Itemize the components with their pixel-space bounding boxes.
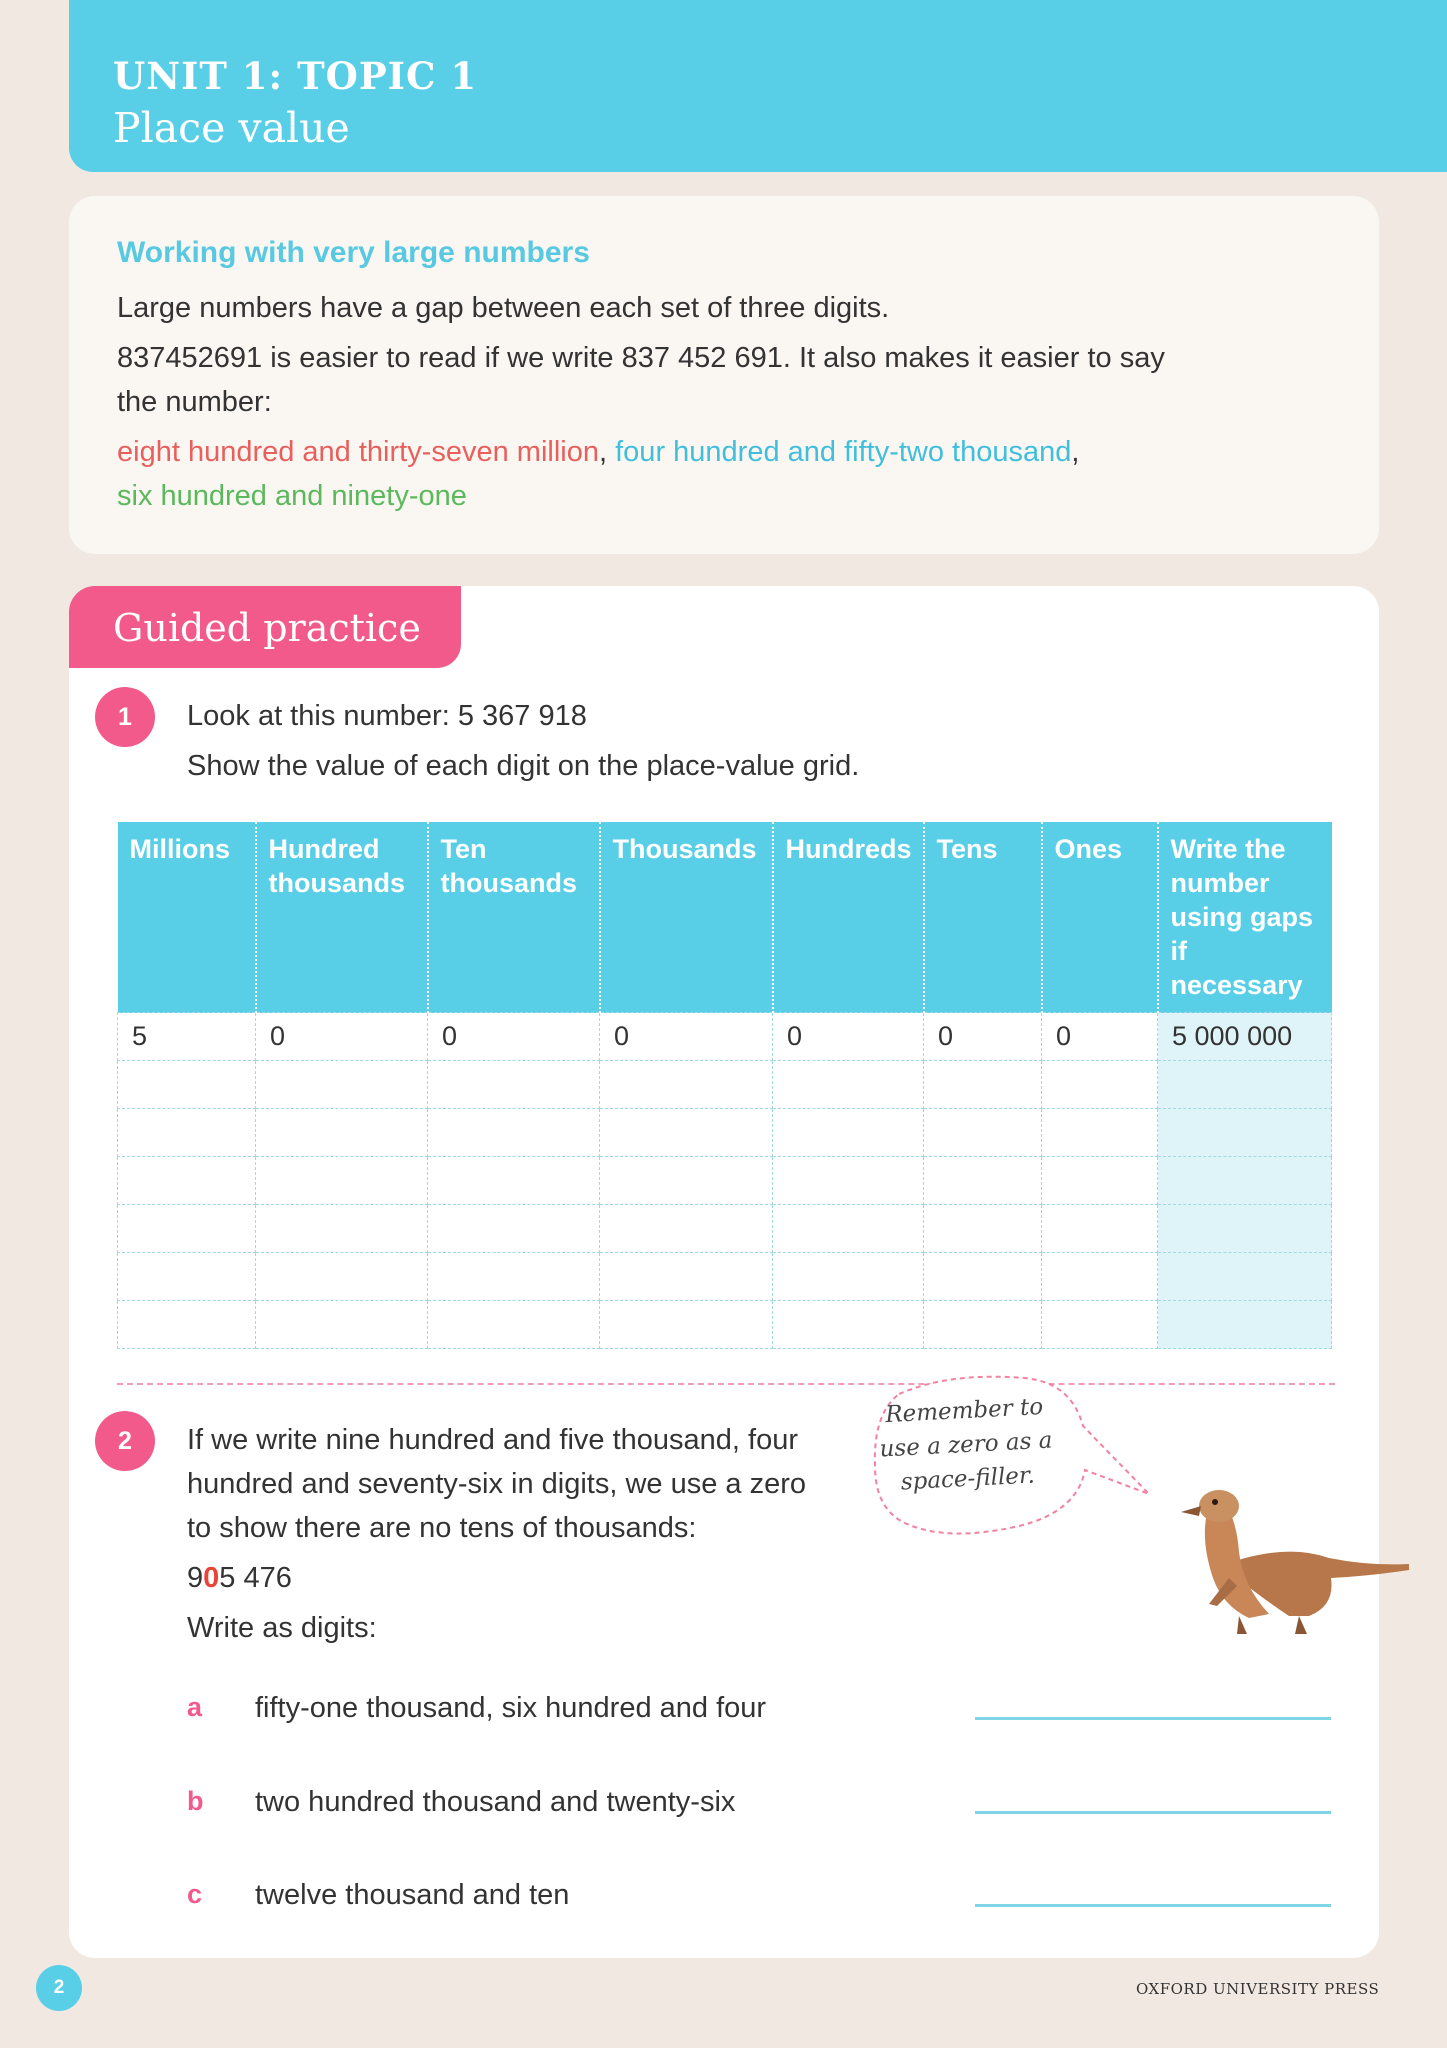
grid-header-cell: Ones bbox=[1042, 822, 1158, 1013]
grid-cell[interactable] bbox=[256, 1205, 428, 1253]
grid-cell[interactable] bbox=[924, 1253, 1042, 1301]
grid-cell[interactable] bbox=[1158, 1253, 1332, 1301]
grid-cell[interactable] bbox=[1158, 1061, 1332, 1109]
question-2-line-1: If we write nine hundred and five thousand, four bbox=[187, 1424, 798, 1456]
grid-cell: 0 bbox=[773, 1013, 924, 1061]
intro-card bbox=[69, 196, 1379, 554]
number-words-line bbox=[117, 430, 1079, 474]
grid-cell[interactable] bbox=[773, 1061, 924, 1109]
question-2-instruction: Write as digits: bbox=[187, 1612, 377, 1644]
grid-cell[interactable] bbox=[1042, 1109, 1158, 1157]
grid-cell[interactable] bbox=[428, 1205, 600, 1253]
grid-header-cell: Hundred thousands bbox=[256, 822, 428, 1013]
grid-cell[interactable] bbox=[924, 1205, 1042, 1253]
grid-cell[interactable] bbox=[600, 1205, 773, 1253]
item-c-answer-line[interactable] bbox=[975, 1904, 1331, 1907]
grid-cell[interactable] bbox=[924, 1301, 1042, 1349]
grid-cell[interactable] bbox=[924, 1157, 1042, 1205]
item-c-letter: c bbox=[187, 1879, 203, 1909]
grid-cell[interactable] bbox=[1158, 1205, 1332, 1253]
unit-header bbox=[69, 0, 1447, 172]
grid-cell[interactable] bbox=[1158, 1157, 1332, 1205]
grid-cell[interactable] bbox=[924, 1109, 1042, 1157]
grid-row bbox=[118, 1061, 1332, 1109]
intro-line-2a: 837452691 is easier to read if we write 837 452 691. It also makes it easier to say bbox=[117, 342, 1165, 374]
space-filler-zero: 0 bbox=[203, 1562, 220, 1594]
example-rest: 5 476 bbox=[219, 1562, 292, 1594]
grid-cell[interactable] bbox=[118, 1253, 256, 1301]
grid-header-cell: Thousands bbox=[600, 822, 773, 1013]
grid-cell[interactable] bbox=[118, 1205, 256, 1253]
item-a-letter: a bbox=[187, 1692, 203, 1722]
grid-cell[interactable] bbox=[1042, 1205, 1158, 1253]
item-a-text: fifty-one thousand, six hundred and four bbox=[255, 1692, 767, 1724]
grid-cell[interactable] bbox=[118, 1109, 256, 1157]
grid-cell[interactable] bbox=[256, 1157, 428, 1205]
bubble-line-1: Remember to bbox=[884, 1393, 1044, 1429]
grid-body bbox=[118, 1013, 1332, 1349]
grid-cell[interactable] bbox=[600, 1253, 773, 1301]
grid-row bbox=[118, 1253, 1332, 1301]
grid-cell[interactable] bbox=[256, 1109, 428, 1157]
bubble-line-2: use a zero as a bbox=[878, 1427, 1054, 1463]
number-words-line-2 bbox=[117, 474, 467, 518]
page-title: Place value bbox=[113, 104, 350, 152]
words-separator: , bbox=[599, 436, 608, 468]
words-millions: eight hundred and thirty-seven million bbox=[117, 436, 599, 468]
grid-header-cell: Hundreds bbox=[773, 822, 924, 1013]
item-b-letter: b bbox=[187, 1786, 204, 1816]
item-a-answer-line[interactable] bbox=[975, 1717, 1331, 1720]
example-digit: 9 bbox=[187, 1562, 204, 1594]
grid-cell[interactable] bbox=[600, 1061, 773, 1109]
grid-cell: 0 bbox=[256, 1013, 428, 1061]
grid-cell[interactable] bbox=[600, 1157, 773, 1205]
grid-row bbox=[118, 1157, 1332, 1205]
grid-cell[interactable] bbox=[1042, 1157, 1158, 1205]
question-2-line-2: hundred and seventy-six in digits, we use a zero bbox=[187, 1468, 807, 1500]
grid-cell[interactable] bbox=[773, 1205, 924, 1253]
grid-cell: 0 bbox=[600, 1013, 773, 1061]
words-separator: , bbox=[1071, 436, 1080, 468]
item-b-answer-line[interactable] bbox=[975, 1811, 1331, 1814]
guided-practice-tab bbox=[69, 586, 461, 668]
example-number bbox=[187, 1556, 292, 1600]
grid-cell[interactable] bbox=[600, 1109, 773, 1157]
page-number: 2 bbox=[36, 1965, 82, 2011]
words-thousands: four hundred and fifty-two thousand bbox=[615, 436, 1072, 468]
grid-cell: 5 bbox=[118, 1013, 256, 1061]
question-2-line-3: to show there are no tens of thousands: bbox=[187, 1512, 697, 1544]
grid-row bbox=[118, 1013, 1332, 1061]
publisher-name: OXFORD UNIVERSITY PRESS bbox=[1136, 1980, 1380, 1998]
item-b-text: two hundred thousand and twenty-six bbox=[255, 1786, 736, 1818]
grid-cell[interactable] bbox=[428, 1157, 600, 1205]
grid-cell[interactable] bbox=[1158, 1109, 1332, 1157]
grid-header-cell: Ten thousands bbox=[428, 822, 600, 1013]
grid-header-cell: Write the number using gaps if necessary bbox=[1158, 822, 1332, 1013]
grid-cell[interactable] bbox=[256, 1253, 428, 1301]
grid-cell: 0 bbox=[1042, 1013, 1158, 1061]
grid-cell[interactable] bbox=[256, 1301, 428, 1349]
grid-cell[interactable] bbox=[773, 1253, 924, 1301]
intro-heading: Working with very large numbers bbox=[117, 236, 590, 269]
grid-header-cell: Tens bbox=[924, 822, 1042, 1013]
grid-cell[interactable] bbox=[118, 1157, 256, 1205]
grid-row bbox=[118, 1109, 1332, 1157]
guided-practice-title: Guided practice bbox=[113, 606, 421, 650]
grid-cell[interactable] bbox=[924, 1061, 1042, 1109]
bubble-text bbox=[860, 1389, 1071, 1502]
question-1-badge: 1 bbox=[95, 687, 155, 747]
guided-practice-card bbox=[69, 586, 1379, 1958]
grid-cell[interactable] bbox=[428, 1253, 600, 1301]
grid-row bbox=[118, 1205, 1332, 1253]
grid-cell[interactable] bbox=[773, 1109, 924, 1157]
unit-label: UNIT 1: TOPIC 1 bbox=[113, 54, 478, 98]
grid-cell[interactable] bbox=[1042, 1061, 1158, 1109]
grid-cell[interactable] bbox=[428, 1301, 600, 1349]
grid-cell: 5 000 000 bbox=[1158, 1013, 1332, 1061]
place-value-grid bbox=[117, 822, 1332, 1349]
item-c-text: twelve thousand and ten bbox=[255, 1879, 570, 1911]
grid-cell: 0 bbox=[428, 1013, 600, 1061]
intro-line-1: Large numbers have a gap between each set of three digits. bbox=[117, 292, 890, 324]
meerkat-illustration bbox=[1139, 1466, 1379, 1636]
intro-line-2b: the number: bbox=[117, 386, 272, 418]
grid-cell[interactable] bbox=[118, 1301, 256, 1349]
grid-cell[interactable] bbox=[1042, 1253, 1158, 1301]
grid-cell[interactable] bbox=[773, 1301, 924, 1349]
grid-cell[interactable] bbox=[428, 1061, 600, 1109]
question-2-badge: 2 bbox=[95, 1411, 155, 1471]
question-1-line-1: Look at this number: 5 367 918 bbox=[187, 700, 587, 732]
grid-header-cell: Millions bbox=[118, 822, 256, 1013]
grid-header-row bbox=[118, 822, 1332, 1013]
bubble-line-3: space-filler. bbox=[900, 1462, 1036, 1496]
grid-cell[interactable] bbox=[428, 1109, 600, 1157]
grid-row bbox=[118, 1301, 1332, 1349]
grid-cell[interactable] bbox=[600, 1301, 773, 1349]
grid-cell[interactable] bbox=[773, 1157, 924, 1205]
words-ones: six hundred and ninety-one bbox=[117, 480, 467, 512]
grid-cell[interactable] bbox=[1158, 1301, 1332, 1349]
grid-cell[interactable] bbox=[1042, 1301, 1158, 1349]
grid-cell: 0 bbox=[924, 1013, 1042, 1061]
grid-cell[interactable] bbox=[256, 1061, 428, 1109]
grid-cell[interactable] bbox=[118, 1061, 256, 1109]
question-1-line-2: Show the value of each digit on the place-value grid. bbox=[187, 750, 860, 782]
